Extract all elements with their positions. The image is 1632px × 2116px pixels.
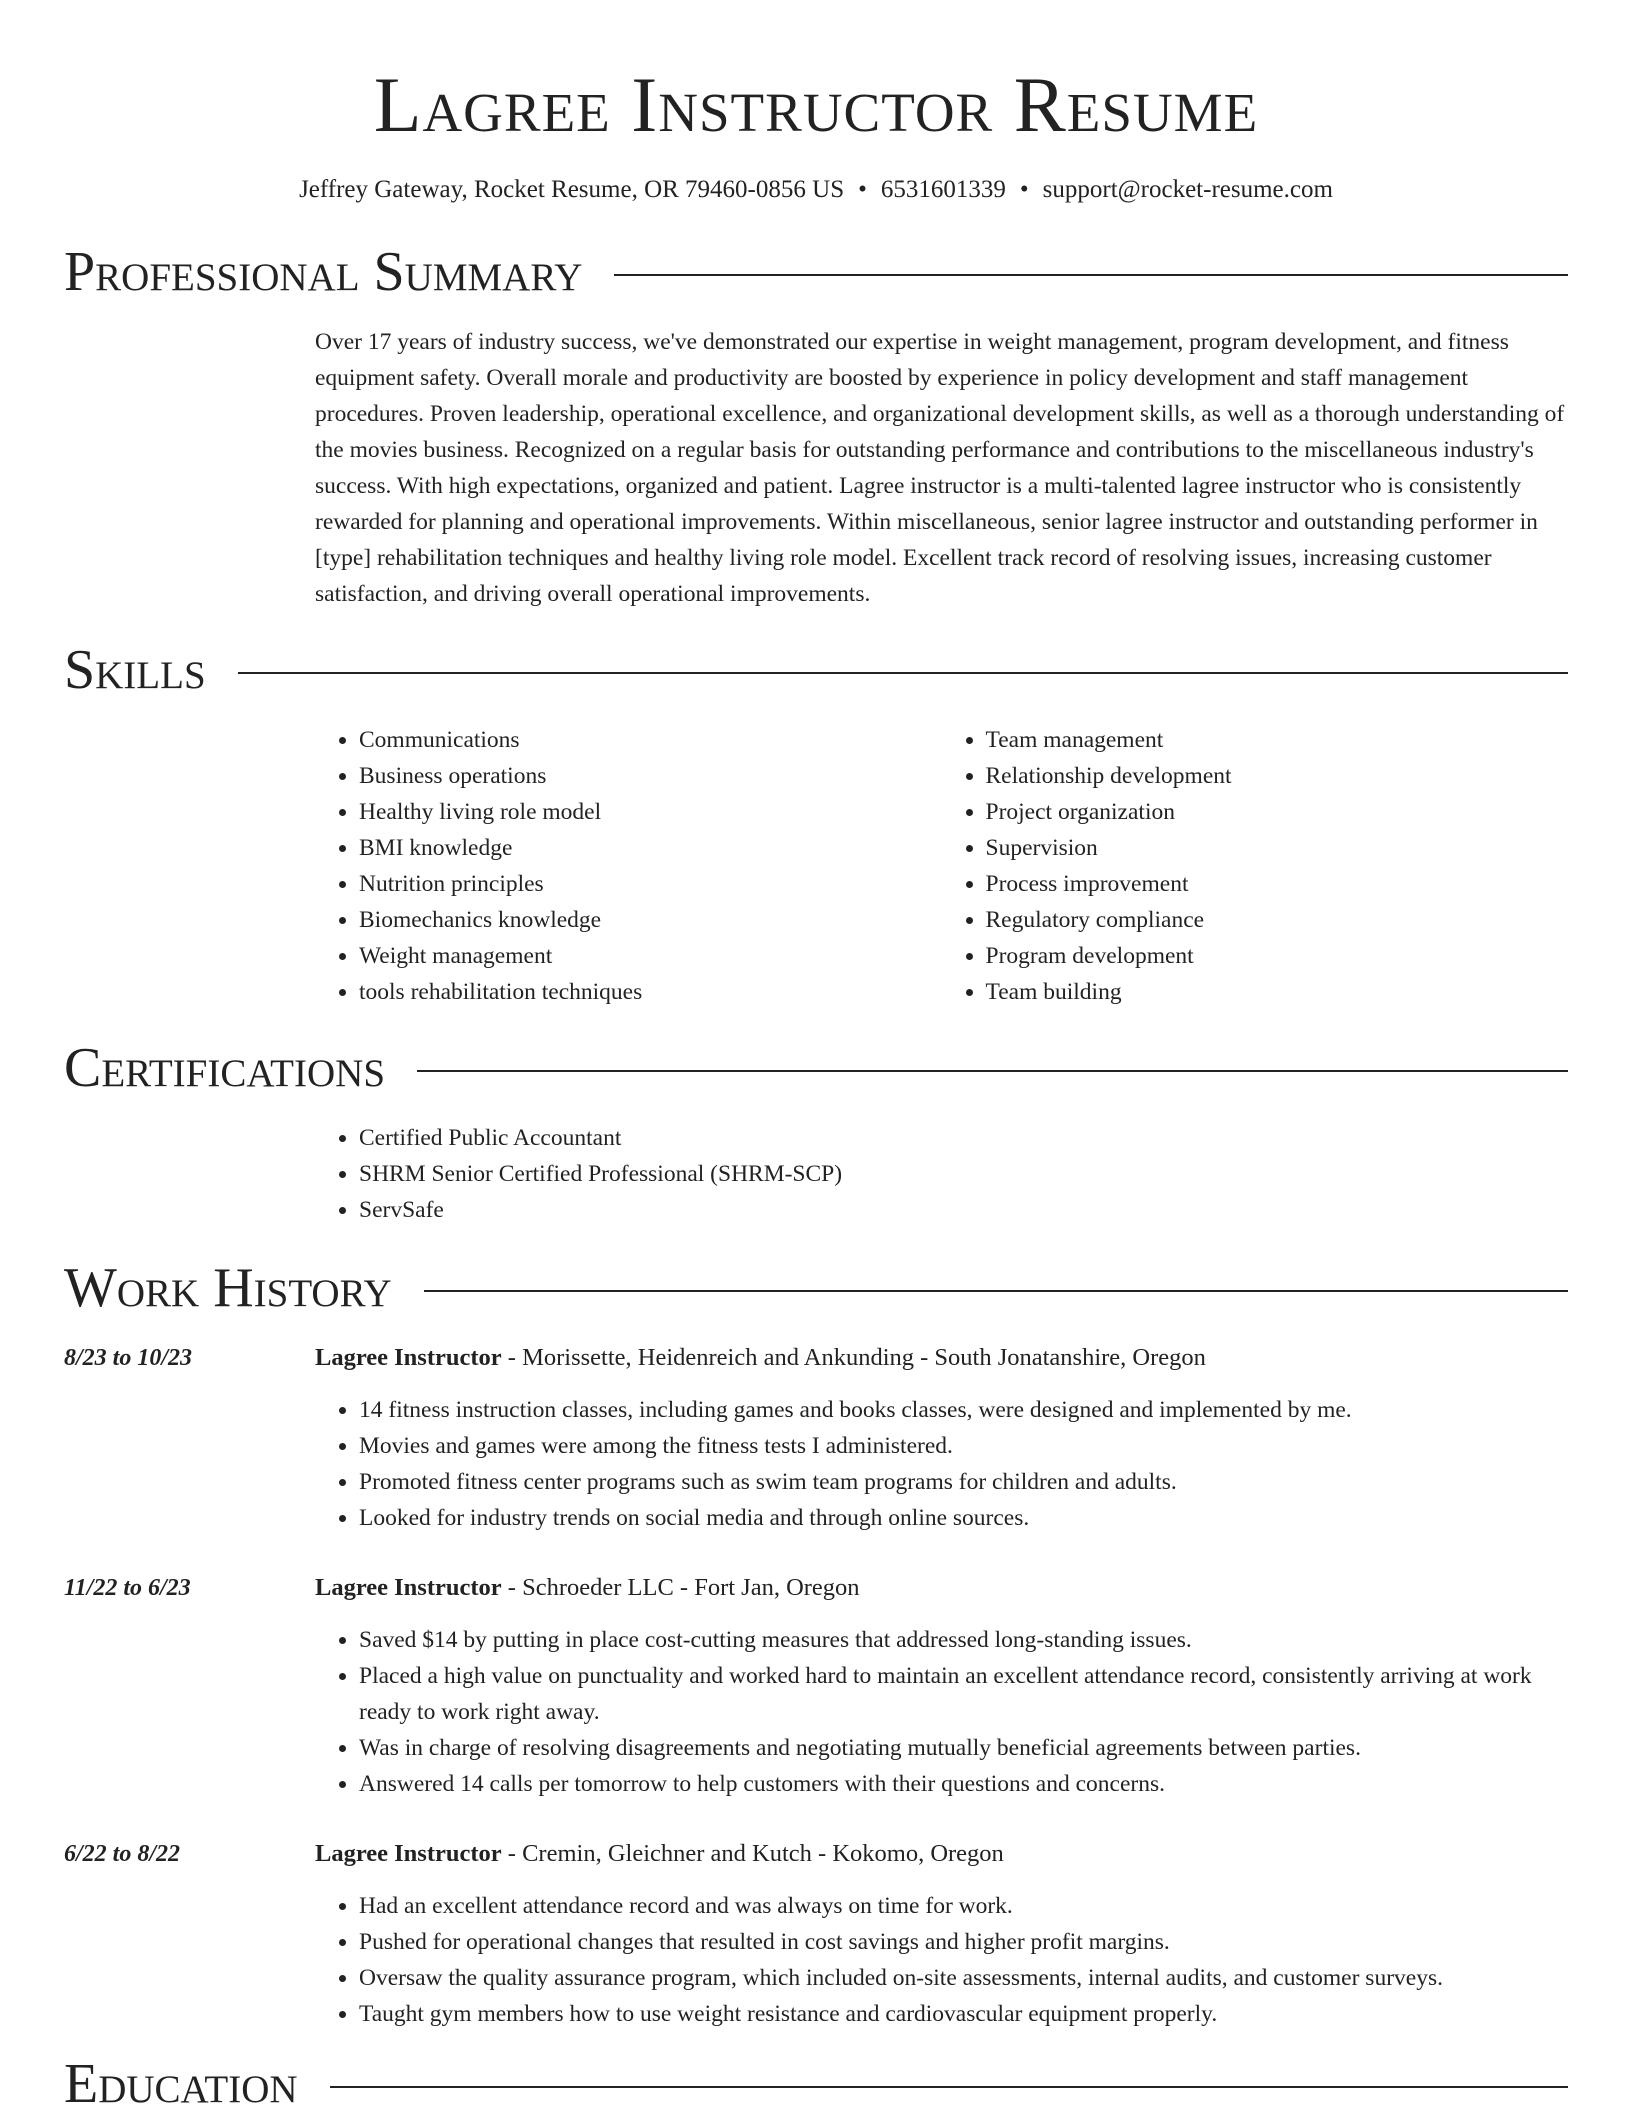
summary-text: Over 17 years of industry success, we've demonstrated our expertise in weight management, program development, and fitness equipment safety. Overall morale and productivity are boosted by experience in policy development and staff management procedures. Proven leadership, operational excellence, and organizational development skills, as well as a thorough understanding of the movies business. Recognized on a regular basis for outstanding performance and contributions to the miscellaneous industry's success. With high expectations, organized and patient. Lagree instructor is a multi-talented lagree instructor who is consistently rewarded for planning and operational improvements. Within miscellaneous, senior lagree instructor and outstanding performer in [type] rehabilitation techniques and healthy living role model. Excellent track record of resolving issues, increasing customer satisfaction, and driving overall operational improvements. <box>315 329 1565 607</box>
section-divider <box>417 1070 1568 1072</box>
job-bullet: • Had an excellent attendance record and was always on time for work. <box>359 1888 1568 1924</box>
certifications-list <box>315 1120 1568 1228</box>
section-title-summary: Professional Summary <box>64 241 583 303</box>
skill-item: • Program development <box>986 938 1569 974</box>
job-bullet: • Looked for industry trends on social media and through online sources. <box>359 1500 1568 1536</box>
job-bullets <box>315 1392 1568 1536</box>
section-title-skills: Skills <box>64 639 206 701</box>
section-divider <box>330 2086 1568 2088</box>
job-header <box>315 1340 1568 1376</box>
job-bullet: • Oversaw the quality assurance program, which included on-site assessments, internal audits, and customer surveys. <box>359 1960 1568 1996</box>
skill-item: • Communications <box>359 722 942 758</box>
section-divider <box>614 274 1568 276</box>
skill-item: • tools rehabilitation techniques <box>359 974 942 1010</box>
contact-separator: • <box>1019 176 1029 203</box>
job-bullets <box>315 1622 1568 1802</box>
certification-item: • Certified Public Accountant <box>359 1120 1568 1156</box>
skills-list-left <box>315 722 942 1010</box>
skill-item: • Process improvement <box>986 866 1569 902</box>
job-role: Lagree Instructor <box>315 1574 502 1601</box>
section-title-certifications: Certifications <box>64 1037 386 1099</box>
job-company: - Cremin, Gleichner and Kutch - Kokomo, Oregon <box>501 1840 1004 1867</box>
certifications-body <box>315 1120 1568 1228</box>
job-header <box>315 1570 1568 1606</box>
job-entry <box>64 1836 1568 2032</box>
job-dates: 11/22 to 6/23 <box>64 1575 191 1601</box>
skill-item: • Project organization <box>986 794 1569 830</box>
education-section-heading <box>64 2052 1568 2116</box>
skills-section-heading <box>64 638 1568 702</box>
job-details <box>315 1340 1568 1536</box>
section-divider <box>424 1290 1568 1292</box>
job-bullet: • Pushed for operational changes that resulted in cost savings and higher profit margins. <box>359 1924 1568 1960</box>
job-bullet: • 14 fitness instruction classes, including games and books classes, were designed and implemented by me. <box>359 1392 1568 1428</box>
skills-body <box>315 722 1568 1010</box>
job-details <box>315 1570 1568 1802</box>
skill-item: • Biomechanics knowledge <box>359 902 942 938</box>
resume-page <box>64 0 1568 2116</box>
skill-item: • Nutrition principles <box>359 866 942 902</box>
section-divider <box>238 672 1568 674</box>
contact-address: Jeffrey Gateway, Rocket Resume, OR 79460-0856 US <box>299 176 845 203</box>
job-bullet: • Promoted fitness center programs such as swim team programs for children and adults. <box>359 1464 1568 1500</box>
contact-separator: • <box>858 176 867 203</box>
job-bullet: • Movies and games were among the fitness tests I administered. <box>359 1428 1568 1464</box>
job-bullet: • Placed a high value on punctuality and worked hard to maintain an excellent attendance record, consistently arriving at work ready to work right away. <box>359 1658 1568 1730</box>
contact-email[interactable]: support@rocket-resume.com <box>1042 176 1333 203</box>
skill-item: • Healthy living role model <box>359 794 942 830</box>
certification-item: • SHRM Senior Certified Professional (SHRM-SCP) <box>359 1156 1568 1192</box>
job-bullet: • Was in charge of resolving disagreements and negotiating mutually beneficial agreements between parties. <box>359 1730 1568 1766</box>
job-company: - Morissette, Heidenreich and Ankunding - South Jonatanshire, Oregon <box>501 1344 1206 1371</box>
skill-item: • Team management <box>986 722 1569 758</box>
skill-item: • Business operations <box>359 758 942 794</box>
certification-item: • ServSafe <box>359 1192 1568 1228</box>
job-bullet: • Taught gym members how to use weight resistance and cardiovascular equipment properly. <box>359 1996 1568 2032</box>
skill-item: • Weight management <box>359 938 942 974</box>
skill-item: • Relationship development <box>986 758 1569 794</box>
skill-item: • Supervision <box>986 830 1569 866</box>
job-header <box>315 1836 1568 1872</box>
contact-phone: 6531601339 <box>880 176 1006 203</box>
job-entry <box>64 1570 1568 1802</box>
job-role: Lagree Instructor <box>315 1840 502 1867</box>
skills-list-right <box>942 722 1569 1010</box>
job-dates: 8/23 to 10/23 <box>64 1345 193 1371</box>
job-bullet: • Saved $14 by putting in place cost-cutting measures that addressed long-standing issues. <box>359 1622 1568 1658</box>
section-title-education: Education <box>64 2053 298 2115</box>
job-bullets <box>315 1888 1568 2032</box>
certifications-section-heading <box>64 1036 1568 1100</box>
section-title-work: Work History <box>64 1257 392 1319</box>
page-title: Lagree Instructor Resume <box>373 61 1259 148</box>
contact-line <box>64 172 1568 208</box>
skill-item: • Regulatory compliance <box>986 902 1569 938</box>
summary-section-heading <box>64 240 1568 304</box>
skill-item: • Team building <box>986 974 1569 1010</box>
job-role: Lagree Instructor <box>315 1344 502 1371</box>
work-section-heading <box>64 1256 1568 1320</box>
job-company: - Schroeder LLC - Fort Jan, Oregon <box>501 1574 860 1601</box>
summary-body <box>315 324 1568 612</box>
job-dates: 6/22 to 8/22 <box>64 1841 181 1867</box>
job-bullet: • Answered 14 calls per tomorrow to help customers with their questions and concerns. <box>359 1766 1568 1802</box>
skill-item: • BMI knowledge <box>359 830 942 866</box>
job-entry <box>64 1340 1568 1536</box>
job-details <box>315 1836 1568 2032</box>
